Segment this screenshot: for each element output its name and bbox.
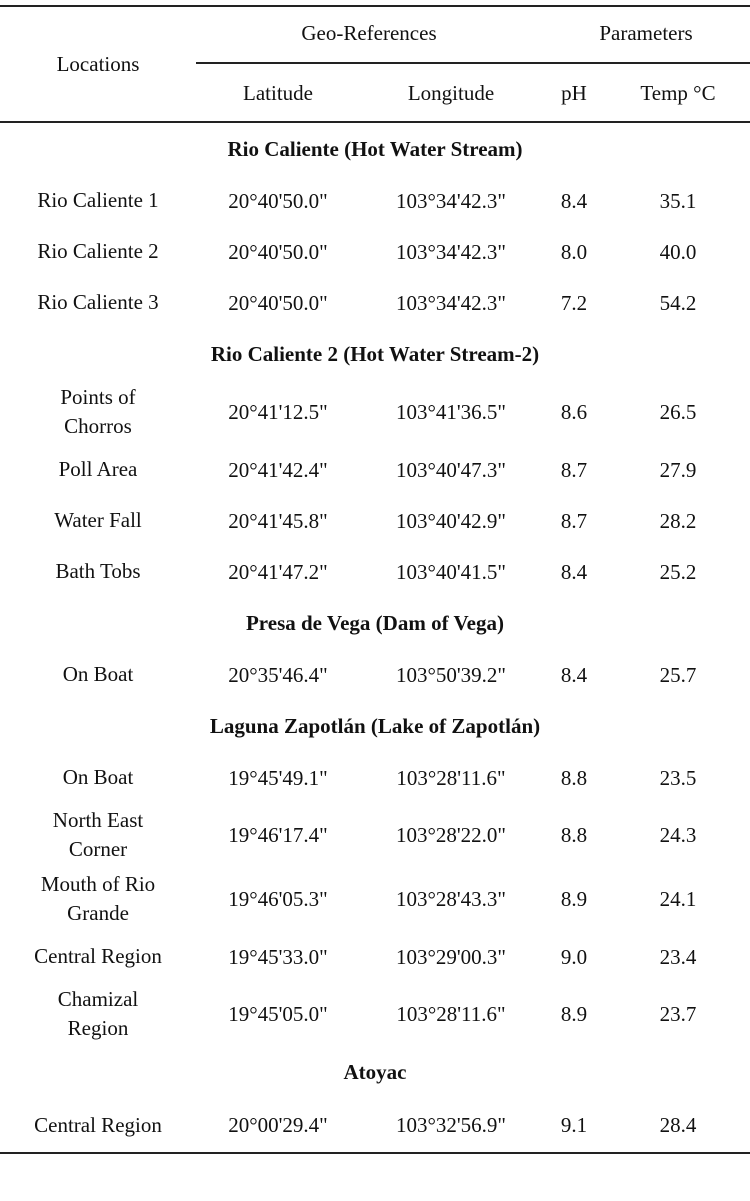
table-header xyxy=(0,6,750,122)
cell-location: Bath Tobs xyxy=(55,559,141,583)
cell-latitude: 20°40'50.0" xyxy=(228,290,328,315)
cell-ph: 8.9 xyxy=(560,887,588,911)
cell-location: Rio Caliente 2 xyxy=(37,239,159,263)
cell-longitude: 103°40'42.9" xyxy=(395,508,506,533)
cell-location: Mouth of Rio Grande xyxy=(40,872,156,925)
cell-longitude: 103°34'42.3" xyxy=(395,188,506,213)
group-title: Rio Caliente (Hot Water Stream) xyxy=(227,137,523,161)
group-title: Presa de Vega (Dam of Vega) xyxy=(245,611,504,635)
table-row xyxy=(0,752,750,803)
cell-ph: 8.8 xyxy=(560,765,588,790)
group-header-row xyxy=(0,122,750,175)
cell-temp: 28.4 xyxy=(606,1098,750,1153)
cell-longitude: 103°28'43.3" xyxy=(395,887,506,911)
cell-ph: 9.0 xyxy=(560,944,588,969)
cell-longitude: 103°28'11.6" xyxy=(396,1002,506,1026)
cell-ph: 8.4 xyxy=(560,188,588,213)
header-longitude: Longitude xyxy=(360,65,542,122)
table-row xyxy=(0,867,750,931)
cell-location: Rio Caliente 1 xyxy=(37,188,159,212)
cell-location: Central Region xyxy=(34,944,162,968)
cell-ph: 8.9 xyxy=(560,1002,588,1026)
group-header-row xyxy=(0,1046,750,1098)
cell-latitude: 20°40'50.0" xyxy=(228,188,328,213)
cell-latitude: 19°45'49.1" xyxy=(228,765,328,790)
cell-location: North East Corner xyxy=(52,808,144,861)
cell-latitude: 20°41'47.2" xyxy=(228,559,328,584)
group-title: Atoyac xyxy=(343,1060,407,1084)
cell-longitude: 103°40'47.3" xyxy=(395,457,506,482)
cell-ph: 7.2 xyxy=(560,290,588,315)
cell-temp: 23.4 xyxy=(659,944,697,969)
cell-longitude: 103°41'36.5" xyxy=(395,400,506,424)
cell-temp: 54.2 xyxy=(659,290,697,315)
sampling-sites-table xyxy=(0,5,750,1154)
cell-longitude: 103°28'11.6" xyxy=(396,765,506,790)
table-row xyxy=(0,982,750,1046)
table-row xyxy=(0,803,750,867)
cell-location: Water Fall xyxy=(54,508,142,532)
table-row xyxy=(0,495,750,546)
cell-longitude: 103°40'41.5" xyxy=(395,559,506,584)
table-row xyxy=(0,175,750,226)
group-title: Rio Caliente 2 (Hot Water Stream-2) xyxy=(210,342,540,366)
cell-location: Points of Chorros xyxy=(60,385,136,438)
header-temp: Temp °C xyxy=(606,65,750,122)
header-parameters: Parameters xyxy=(542,6,750,65)
cell-ph: 8.4 xyxy=(560,662,588,687)
header-latitude: Latitude xyxy=(196,65,360,122)
cell-temp: 40.0 xyxy=(659,239,697,264)
cell-longitude: 103°34'42.3" xyxy=(395,239,506,264)
cell-ph: 8.7 xyxy=(560,457,588,482)
cell-location: Poll Area xyxy=(58,457,138,481)
cell-location: Rio Caliente 3 xyxy=(37,290,159,314)
cell-longitude: 103°34'42.3" xyxy=(395,290,506,315)
cell-temp: 27.9 xyxy=(659,457,697,482)
cell-longitude: 103°32'56.9" xyxy=(360,1098,542,1153)
cell-location: Central Region xyxy=(0,1098,196,1153)
group-title: Laguna Zapotlán (Lake of Zapotlán) xyxy=(209,714,541,738)
table-row xyxy=(0,649,750,700)
cell-ph: 8.0 xyxy=(560,239,588,264)
cell-temp: 24.1 xyxy=(659,887,697,911)
table-row xyxy=(0,380,750,444)
cell-temp: 35.1 xyxy=(659,188,697,213)
cell-longitude: 103°29'00.3" xyxy=(395,944,506,969)
cell-ph: 8.6 xyxy=(560,400,588,424)
group-header-row xyxy=(0,597,750,649)
cell-latitude: 20°00'29.4" xyxy=(196,1098,360,1153)
cell-longitude: 103°28'22.0" xyxy=(395,823,506,847)
table-row xyxy=(0,931,750,982)
cell-temp: 23.7 xyxy=(659,1002,697,1026)
table-row xyxy=(0,546,750,597)
group-header-row xyxy=(0,328,750,380)
header-geo-references: Geo-References xyxy=(196,6,542,65)
cell-latitude: 20°35'46.4" xyxy=(228,662,328,687)
cell-ph: 8.8 xyxy=(560,823,588,847)
table-row xyxy=(0,226,750,277)
cell-temp: 24.3 xyxy=(659,823,697,847)
cell-latitude: 19°46'17.4" xyxy=(228,823,328,847)
cell-ph: 8.4 xyxy=(560,559,588,584)
cell-ph: 9.1 xyxy=(542,1098,606,1153)
cell-temp: 23.5 xyxy=(659,765,697,790)
cell-latitude: 20°40'50.0" xyxy=(228,239,328,264)
header-locations: Locations xyxy=(0,6,196,122)
cell-ph: 8.7 xyxy=(560,508,588,533)
cell-latitude: 19°45'33.0" xyxy=(228,944,328,969)
cell-latitude: 19°46'05.3" xyxy=(228,887,328,911)
cell-temp: 25.7 xyxy=(659,662,697,687)
table-row xyxy=(0,1098,750,1153)
table-row xyxy=(0,444,750,495)
cell-temp: 25.2 xyxy=(659,559,697,584)
cell-temp: 28.2 xyxy=(659,508,697,533)
cell-latitude: 20°41'12.5" xyxy=(228,400,328,424)
cell-latitude: 20°41'45.8" xyxy=(228,508,328,533)
cell-location: On Boat xyxy=(62,662,134,686)
cell-latitude: 19°45'05.0" xyxy=(228,1002,328,1026)
cell-latitude: 20°41'42.4" xyxy=(228,457,328,482)
cell-location: Chamizal Region xyxy=(57,987,139,1040)
table-row xyxy=(0,277,750,328)
table-body xyxy=(0,122,750,1153)
group-header-row xyxy=(0,700,750,752)
cell-temp: 26.5 xyxy=(659,400,697,424)
cell-longitude: 103°50'39.2" xyxy=(395,662,506,687)
cell-location: On Boat xyxy=(62,765,134,789)
header-ph: pH xyxy=(542,65,606,122)
